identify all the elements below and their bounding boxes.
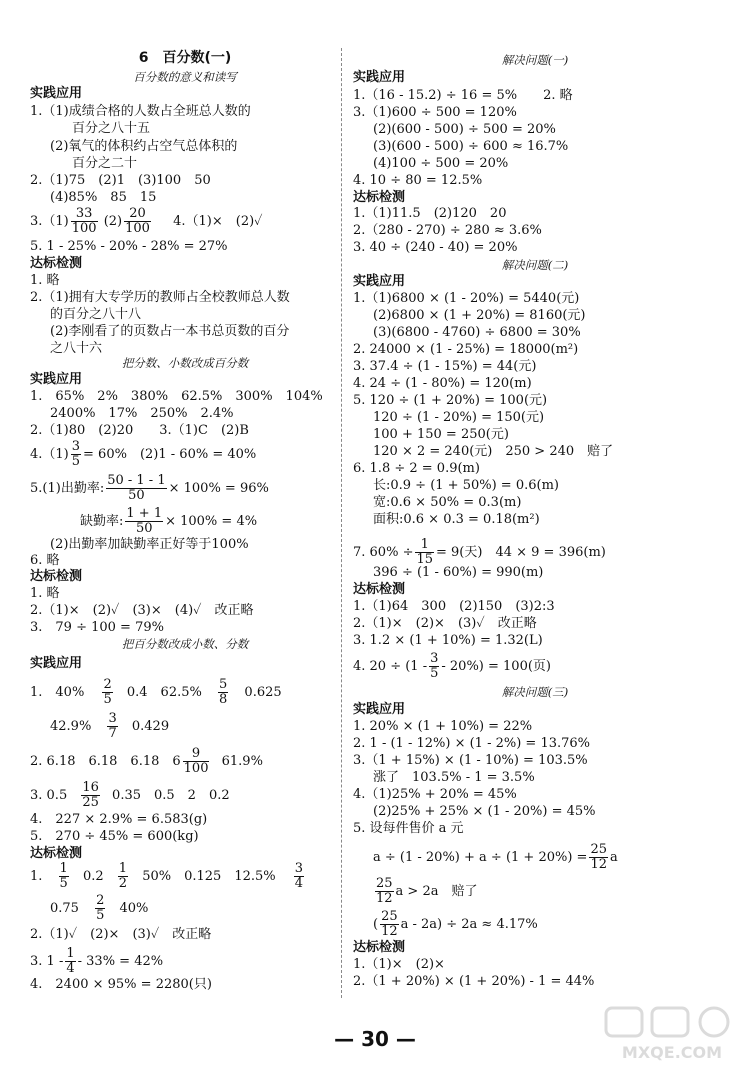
answer-line-fractions: 4.（1) $\frac{3}{5}$ = 60% (2)1 - 60% = 40% bbox=[30, 439, 257, 469]
answer-line: (3)(600 - 500) ÷ 600 ≈ 16.7% bbox=[373, 139, 569, 154]
answer-line: (2)出勤率加缺勤率正好等于100% bbox=[50, 537, 249, 552]
answer-line-fractions: 3.（1) $\frac{33}{100}$ (2) $\frac{20}{100}$ 4.（1)× (2)✓ bbox=[30, 206, 263, 236]
fraction: $\frac{16}{25}$ bbox=[82, 780, 99, 810]
answer-line: 6. 略 bbox=[30, 553, 60, 568]
answer-line: (2)李刚看了的页数占一本书总页数的百分 bbox=[50, 324, 290, 339]
answer-line: 5. 1 - 25% - 20% - 28% = 27% bbox=[30, 239, 228, 254]
answer-line-fractions: a ÷ (1 - 20%) + a ÷ (1 + 20%) = $\frac{25}{12}$ a bbox=[373, 842, 618, 872]
answer-line: 120 × 2 = 240(元) 250 > 240 赔了 bbox=[373, 444, 614, 459]
fraction: $\frac{25}{12}$ bbox=[381, 909, 398, 939]
section-title: 6 百分数(一) bbox=[138, 50, 232, 66]
fraction: $\frac{1}{4}$ bbox=[66, 946, 75, 976]
heading-practice: 实践应用 bbox=[353, 702, 406, 717]
heading-check: 达标检测 bbox=[353, 940, 406, 955]
answer-line: 长:0.9 ÷ (1 + 50%) = 0.6(m) bbox=[373, 478, 559, 493]
answer-line: 2400% 17% 250% 2.4% bbox=[50, 406, 234, 421]
fraction: $\frac{3}{7}$ bbox=[108, 711, 117, 741]
heading-check: 达标检测 bbox=[30, 569, 83, 584]
answer-line-fractions: 42.9% $\frac{3}{7}$ 0.429 bbox=[50, 711, 170, 741]
answer-line: 4.（1)25% + 20% = 45% bbox=[353, 787, 517, 802]
fraction: $\frac{3}{4}$ bbox=[294, 861, 304, 891]
subsection-title: 解决问题(一) bbox=[501, 53, 569, 67]
fraction: $\frac{25}{12}$ bbox=[376, 876, 393, 906]
answer-line: (2)6800 × (1 + 20%) = 8160(元) bbox=[373, 308, 586, 323]
subsection-title: 解决问题(三) bbox=[501, 685, 569, 699]
answer-line: 396 ÷ (1 - 60%) = 990(m) bbox=[373, 565, 544, 580]
heading-check: 达标检测 bbox=[30, 256, 83, 271]
answer-line: (2)25% + 25% × (1 - 20%) = 45% bbox=[373, 804, 596, 819]
answer-line: 4. 2400 × 95% = 2280(只) bbox=[30, 977, 212, 992]
answer-line: (3)(6800 - 4760) ÷ 6800 = 30% bbox=[373, 325, 581, 340]
heading-practice: 实践应用 bbox=[30, 372, 83, 387]
answer-line: 4. 10 ÷ 80 = 12.5% bbox=[353, 173, 483, 188]
answer-line-fractions: 4. 20 ÷ (1 - $\frac{3}{5}$ - 20%) = 100(页) bbox=[353, 651, 551, 681]
answer-line: 1.（16 - 15.2) ÷ 16 = 5% 2. 略 bbox=[353, 88, 573, 103]
answer-line: 3. 40 ÷ (240 - 40) = 20% bbox=[353, 240, 518, 255]
heading-check: 达标检测 bbox=[353, 190, 406, 205]
fraction: $\frac{1}{2}$ bbox=[118, 861, 128, 891]
answer-line: 百分之二十 bbox=[72, 156, 138, 171]
fraction: $\frac{25}{12}$ bbox=[590, 842, 607, 872]
answer-line: 百分之八十五 bbox=[72, 121, 151, 136]
answer-line: 1. 略 bbox=[30, 273, 60, 288]
answer-line: 120 ÷ (1 - 20%) = 150(元) bbox=[373, 410, 545, 425]
answer-line-fractions: $\frac{25}{12}$ a > 2a 赔了 bbox=[376, 876, 478, 906]
page-number: — 30 — bbox=[334, 1027, 416, 1051]
watermark-text: MXQE.COM bbox=[621, 1043, 723, 1062]
heading-practice: 实践应用 bbox=[30, 656, 83, 671]
answer-line: 2.（1)× (2)✓ (3)× (4)✓ 改正略 bbox=[30, 603, 254, 618]
answer-line: 4. 227 × 2.9% = 6.583(g) bbox=[30, 812, 208, 827]
answer-line: 2.（1 + 20%) × (1 + 20%) - 1 = 44% bbox=[353, 974, 595, 989]
answer-line: 面积:0.6 × 0.3 = 0.18(m²) bbox=[373, 512, 540, 527]
answer-line-fractions: 缺勤率: $\frac{1 + 1}{50}$ × 100% = 4% bbox=[80, 506, 258, 536]
answer-line: (2)氧气的体积约占空气总体积的 bbox=[50, 139, 238, 154]
answer-line: 2.（1)75 (2)1 (3)100 50 bbox=[30, 173, 211, 188]
fraction: $\frac{2}{5}$ bbox=[96, 893, 105, 923]
answer-line: 3.（1)600 ÷ 500 = 120% bbox=[353, 105, 517, 120]
answer-line-fractions: 7. 60% ÷ $\frac{1}{15}$ = 9(天) 44 × 9 = 396(m) bbox=[353, 537, 606, 567]
answer-line: 100 + 150 = 250(元) bbox=[373, 427, 509, 442]
answer-line-fractions: 1. 40% $\frac{2}{5}$ 0.4 62.5% $\frac{5}{8}$ 0.625 bbox=[30, 677, 282, 707]
answer-line: 1.（1)11.5 (2)120 20 bbox=[353, 206, 507, 221]
answer-line: 之八十六 bbox=[50, 341, 103, 356]
answer-line-fractions: 2. 6.18 6.18 6.18 6 $\frac{9}{100}$ 61.9% bbox=[30, 746, 263, 776]
answer-line: 1. 20% × (1 + 10%) = 22% bbox=[353, 719, 533, 734]
heading-practice: 实践应用 bbox=[353, 274, 406, 289]
answer-line: (2)(600 - 500) ÷ 500 = 20% bbox=[373, 122, 556, 137]
fraction: $\frac{1 + 1}{50}$ bbox=[126, 506, 163, 536]
answer-line: 宽:0.6 × 50% = 0.3(m) bbox=[373, 495, 522, 510]
answer-line: 5. 设每件售价 a 元 bbox=[353, 821, 464, 836]
heading-check: 达标检测 bbox=[30, 846, 83, 861]
column-divider bbox=[341, 48, 342, 998]
answer-line: 2.（1)拥有大专学历的教师占全校教师总人数 bbox=[30, 290, 290, 305]
answer-line: 5. 120 ÷ (1 + 20%) = 100(元) bbox=[353, 393, 548, 408]
answer-line-fractions: 5.(1)出勤率: $\frac{50 - 1 - 1}{50}$ × 100% = 96% bbox=[30, 473, 269, 503]
fraction: $\frac{20}{100}$ bbox=[125, 206, 150, 236]
answer-line-fractions: 1. $\frac{1}{5}$ 0.2 $\frac{1}{2}$ 50% 0.125 12.5% $\frac{3}{4}$ bbox=[30, 861, 304, 891]
subsection-title: 把分数、小数改成百分数 bbox=[121, 356, 249, 370]
answer-line: 1.（1)6800 × (1 - 20%) = 5440(元) bbox=[353, 291, 580, 306]
answer-line: 2. 24000 × (1 - 25%) = 18000(m²) bbox=[353, 342, 579, 357]
answer-line: 1.（1)× (2)× bbox=[353, 957, 445, 972]
fraction: $\frac{3}{5}$ bbox=[71, 439, 81, 469]
answer-line: 3. 1.2 × (1 + 10%) = 1.32(L) bbox=[353, 633, 543, 648]
answer-line: 4. 24 ÷ (1 - 80%) = 120(m) bbox=[353, 376, 532, 391]
heading-practice: 实践应用 bbox=[30, 86, 83, 101]
answer-line: 2.（1)× (2)× (3)✓ 改正略 bbox=[353, 616, 537, 631]
watermark-logo bbox=[602, 1006, 742, 1062]
answer-line: 1. 略 bbox=[30, 586, 60, 601]
answer-line-fractions: 3. 1 - $\frac{1}{4}$ - 33% = 42% bbox=[30, 946, 164, 976]
answer-line: 2. 1 - (1 - 12%) × (1 - 2%) = 13.76% bbox=[353, 736, 591, 751]
answer-line: 5. 270 ÷ 45% = 600(kg) bbox=[30, 829, 199, 844]
subsection-title: 解决问题(二) bbox=[501, 258, 569, 272]
answer-line: 1.（1)64 300 (2)150 (3)2:3 bbox=[353, 599, 555, 614]
fraction: $\frac{33}{100}$ bbox=[71, 206, 97, 236]
fraction: $\frac{1}{15}$ bbox=[416, 537, 434, 567]
answer-line: 2.（280 - 270) ÷ 280 ≈ 3.6% bbox=[353, 223, 542, 238]
fraction: $\frac{9}{100}$ bbox=[183, 746, 209, 776]
answer-line: (4)85% 85 15 bbox=[50, 190, 157, 205]
answer-line: 3. 79 ÷ 100 = 79% bbox=[30, 620, 164, 635]
answer-line: 1. 65% 2% 380% 62.5% 300% 104% bbox=[30, 389, 323, 404]
answer-line: (4)100 ÷ 500 = 20% bbox=[373, 156, 509, 171]
answer-line: 2.（1)80 (2)20 3.（1)C (2)B bbox=[30, 423, 249, 438]
fraction: $\frac{5}{8}$ bbox=[219, 677, 228, 707]
subsection-title: 百分数的意义和读写 bbox=[133, 70, 237, 84]
answer-line-fractions: 0.75 $\frac{2}{5}$ 40% bbox=[50, 893, 149, 923]
fraction: $\frac{3}{5}$ bbox=[430, 651, 439, 681]
answer-line: 涨了 103.5% - 1 = 3.5% bbox=[373, 770, 535, 785]
answer-line: 6. 1.8 ÷ 2 = 0.9(m) bbox=[353, 461, 480, 476]
answer-line: 2.（1)✓ (2)× (3)✓ 改正略 bbox=[30, 927, 212, 942]
heading-check: 达标检测 bbox=[353, 582, 406, 597]
answer-line: 3. 37.4 ÷ (1 - 15%) = 44(元) bbox=[353, 359, 537, 374]
fraction: $\frac{1}{5}$ bbox=[59, 861, 68, 891]
fraction: $\frac{50 - 1 - 1}{50}$ bbox=[107, 473, 166, 503]
subsection-title: 把百分数改成小数、分数 bbox=[121, 637, 249, 651]
answer-line: 的百分之八十八 bbox=[50, 307, 142, 322]
answer-line-fractions: ( $\frac{25}{12}$ a - 2a) ÷ 2a ≈ 4.17% bbox=[373, 909, 538, 939]
fraction: $\frac{2}{5}$ bbox=[103, 677, 112, 707]
answer-line-fractions: 3. 0.5 $\frac{16}{25}$ 0.35 0.5 2 0.2 bbox=[30, 780, 230, 810]
heading-practice: 实践应用 bbox=[353, 70, 406, 85]
answer-line: 3.（1 + 15%) × (1 - 10%) = 103.5% bbox=[353, 753, 588, 768]
answer-line: 1.（1)成绩合格的人数占全班总人数的 bbox=[30, 104, 251, 119]
